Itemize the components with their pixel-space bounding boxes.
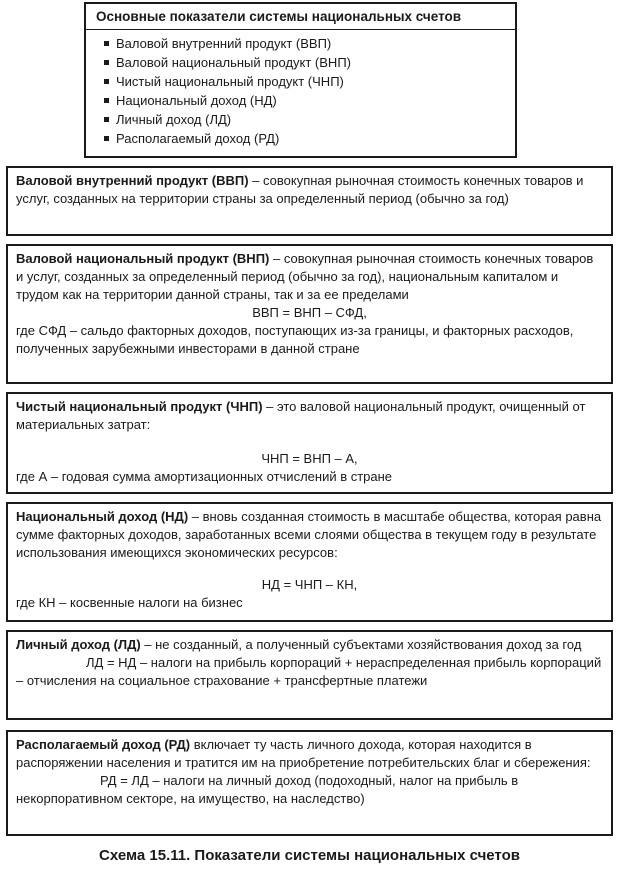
list-item: Располагаемый доход (РД) (116, 129, 505, 148)
ld-definition (16, 636, 603, 654)
rd-term: Располагаемый доход (РД) (16, 737, 191, 752)
vvp-definition-box (6, 166, 613, 236)
list-item: Валовой национальный продукт (ВНП) (116, 53, 505, 72)
rd-definition (16, 736, 603, 772)
list-item: Чистый национальный продукт (ЧНП) (116, 72, 505, 91)
nd-formula: НД = ЧНП – КН, (261, 577, 358, 592)
vnp-definition-box (6, 244, 613, 384)
vnp-definition (16, 250, 603, 304)
list-item: Валовой внутренний продукт (ВВП) (116, 34, 505, 53)
vvp-term: Валовой внутренний продукт (ВВП) (16, 173, 249, 188)
chnp-formula: ЧНП = ВНП – А, (261, 451, 358, 466)
nd-text: – вновь созданная стоимость в масштабе общества, которая равна сумме факторных доходов, заработанных всеми слоями общества в текущем году в результате использования имеющихся экономических ресурсов: (16, 509, 602, 560)
ld-term: Личный доход (ЛД) (16, 637, 141, 652)
chnp-term: Чистый национальный продукт (ЧНП) (16, 399, 263, 414)
vnp-text: – совокупная рыночная стоимость конечных товаров и услуг, созданных за определенный период (обычно за год), национальным капиталом и трудом как на территории данной страны, так и за ее пределами (16, 251, 594, 302)
rd-text: включает ту часть личного дохода, которая находится в распоряжении населения и тратится им на приобретение потребительских благ и сбережения: (16, 737, 591, 770)
nd-definition-box (6, 502, 613, 622)
summary-list (96, 34, 505, 148)
chnp-note: где А – годовая сумма амортизационных отчислений в стране (16, 469, 393, 484)
figure-caption: Схема 15.11. Показатели системы национальных счетов (99, 847, 520, 864)
chnp-definition (16, 398, 603, 434)
summary-box (84, 2, 517, 158)
rd-formula: РД = ЛД – налоги на личный доход (подоходный, налог на прибыль в некорпоративном секторе, на имущество, на наследство) (16, 773, 519, 806)
ld-definition-box (6, 630, 613, 720)
ld-formula: ЛД = НД – налоги на прибыль корпораций + нераспределенная прибыль корпораций – отчисления на социальное страхование + трансфертные платежи (16, 655, 602, 688)
nd-term: Национальный доход (НД) (16, 509, 189, 524)
rd-definition-box (6, 730, 613, 836)
vnp-formula: ВВП = ВНП – СФД, (252, 305, 367, 320)
chnp-text: – это валовой национальный продукт, очищенный от материальных затрат: (16, 399, 586, 432)
vnp-note: где СФД – сальдо факторных доходов, поступающих из-за границы, и факторных расходов, полученных зарубежными инвесторами в данной стране (16, 323, 574, 356)
summary-title: Основные показатели системы национальных счетов (86, 8, 515, 30)
ld-text: – не созданный, а полученный субъектами хозяйствования доход за год (140, 637, 582, 652)
list-item: Личный доход (ЛД) (116, 110, 505, 129)
nd-note: где КН – косвенные налоги на бизнес (16, 595, 243, 610)
vvp-definition (16, 172, 603, 208)
nd-definition (16, 508, 603, 562)
chnp-definition-box (6, 392, 613, 494)
vnp-term: Валовой национальный продукт (ВНП) (16, 251, 270, 266)
vvp-text: – совокупная рыночная стоимость конечных товаров и услуг, созданных на территории страны за определенный период (обычно за год) (16, 173, 584, 206)
list-item: Национальный доход (НД) (116, 91, 505, 110)
